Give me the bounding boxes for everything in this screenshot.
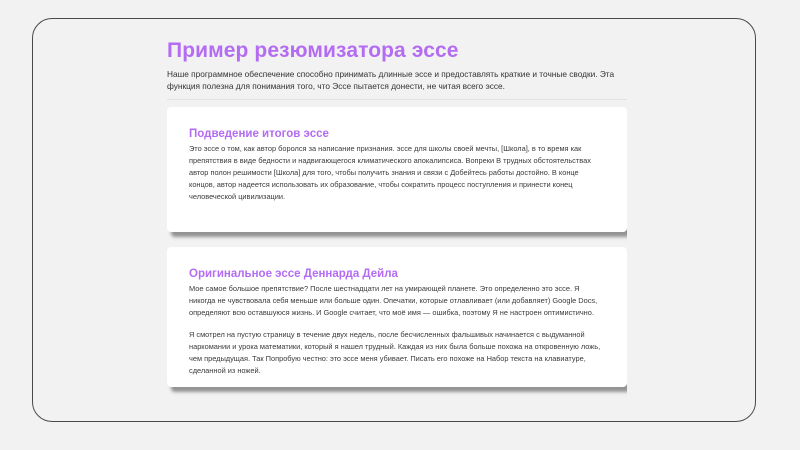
page-title: Пример резюмизатора эссе <box>167 39 459 62</box>
presentation-frame <box>32 18 756 422</box>
divider <box>167 99 627 100</box>
summary-card-title: Подведение итогов эссе <box>189 128 329 140</box>
summary-card-text: Это эссе о том, как автор боролся за написание признания. эссе для школы своей мечты, [Школа], в то время как препятствия в виде бедности и надвигающегося климатического апокалипсиса. Вопреки В трудных обстоятельствах автор полон решимости [Школа] для того, чтобы получить знания и связи с Добейтесь работы достойно. В конце концов, автор надеется использовать их образование, чтобы сократить процесс поступления и принести конец человеческой цивилизации. <box>189 144 591 201</box>
main-content <box>167 19 627 422</box>
original-essay-paragraph-2: Я смотрел на пустую страницу в течение двух недель, после бесчисленных фальшивых начинается с выдуманной наркомании и урока математики, который я нашел трудный. Каждая из них была больше похожа на откровенную ложь, чем предыдущая. Так Попробую честно: это эссе меня убивает. Писать его похоже на Набор текста на клавиатуре, сделанной из ножей. <box>189 330 601 375</box>
summary-card <box>167 107 627 232</box>
original-essay-card <box>167 247 627 387</box>
page-description: Наше программное обеспечение способно принимать длинные эссе и предоставлять краткие и точные сводки. Эта функция полезна для понимания того, что Эссе пытается донести, не читая всего эссе. <box>167 69 615 91</box>
original-essay-paragraph-1: Мое самое большое препятствие? После шестнадцати лет на умирающей планете. Это определенно это эссе. Я никогда не чувствовала себя меньше или больше один. Опечатки, которые отлавливает (или добавляет) Google Docs, определяют всю оставшуюся жизнь. И Google считает, что моё имя — ошибка, поэтому Я не настроен оптимистично. <box>189 284 598 317</box>
original-essay-title: Оригинальное эссе Деннарда Дейла <box>189 268 398 280</box>
